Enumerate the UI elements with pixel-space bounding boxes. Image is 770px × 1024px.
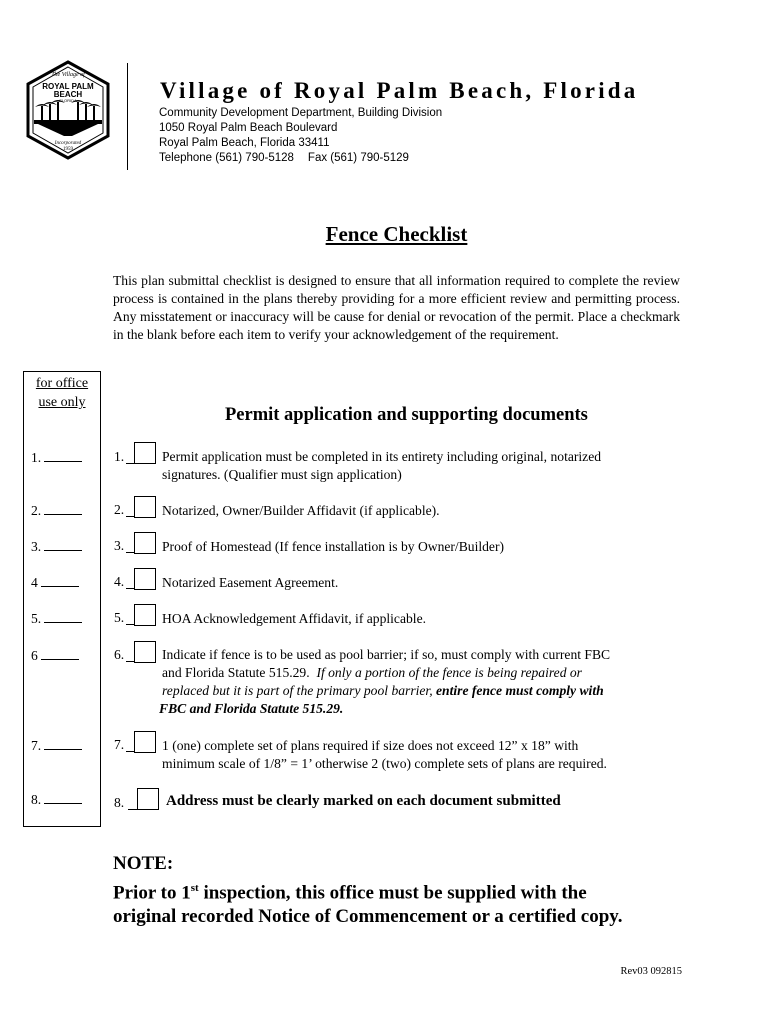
office-number: 2. [31,503,42,518]
item-line: minimum scale of 1/8” = 1’ otherwise 2 (two) complete sets of plans are required. [162,756,607,771]
office-number: 4 [31,575,38,590]
item-8-checkbox[interactable] [137,788,159,810]
item-number: 6. [114,647,125,662]
village-logo [24,60,112,160]
office-number: 6 [31,648,38,663]
org-title: Village of Royal Palm Beach, Florida [160,78,639,103]
office-entry-8[interactable] [31,791,82,808]
section-title: Permit application and supporting documents [225,405,588,425]
item-4-text: Notarized Easement Agreement. [162,575,339,590]
office-entry-2[interactable] [31,502,82,519]
contact-line [159,152,409,164]
item-emphasis-text: entire fence must comply with [436,683,604,698]
office-entry-3[interactable] [31,538,82,555]
office-number: 1. [31,450,42,465]
item-3-text: Proof of Homestead (If fence installation is by Owner/Builder) [162,539,505,554]
logo-name-line2: BEACH [53,90,83,99]
item-5-text: HOA Acknowledgement Affidavit, if applicable. [162,611,427,626]
item-line: 1 (one) complete set of plans required if size does not exceed 12” x 18” with [162,738,579,753]
note-text: inspection, this office must be supplied with the [198,882,587,904]
item-emphasis-text: FBC and Florida Statute 515.29. [159,701,344,716]
item-line: Indicate if fence is to be used as pool barrier; if so, must comply with current FBC [162,647,611,662]
item-2-text: Notarized, Owner/Builder Affidavit (if applicable). [162,503,440,518]
item-7-checkbox[interactable] [134,731,156,753]
logo-incorporated: Incorporated [54,141,82,146]
item-number: 3. [114,538,125,553]
office-entry-5[interactable] [31,610,82,627]
logo-year: 1959 [63,147,73,152]
revision-code: Rev03 092815 [620,966,682,977]
item-number: 8. [114,795,125,810]
note-block [113,852,713,929]
logo-name-line1: ROYAL PALM [42,82,94,91]
office-number: 7. [31,738,42,753]
fax: Fax (561) 790-5129 [307,152,409,164]
item-8-text: Address must be clearly marked on each document submitted [166,793,561,809]
header-divider [127,63,128,170]
office-entry-4[interactable] [31,574,79,591]
item-line: signatures. (Qualifier must sign application) [162,467,402,482]
item-1-checkbox[interactable] [134,442,156,464]
item-line [162,682,672,700]
telephone: Telephone (561) 790-5128 [159,152,294,164]
office-entry-6[interactable] [31,647,79,664]
office-use-box [23,371,101,827]
item-plain-text: and Florida Statute 515.29. [162,665,310,680]
office-number: 5. [31,611,42,626]
logo-top-text: The Village of [51,72,85,78]
item-number: 1. [114,449,125,464]
office-entry-7[interactable] [31,737,82,754]
item-2-checkbox[interactable] [134,496,156,518]
blank-line [128,809,137,810]
office-use-label [24,374,100,412]
item-line [159,700,672,718]
office-entry-1[interactable] [31,449,82,466]
office-label-line2: use only [38,395,86,410]
item-italic-text: If only a portion of the fence is being repaired or [316,665,582,680]
note-line2: original recorded Notice of Commencement or a certified copy. [113,906,623,928]
item-number: 5. [114,610,125,625]
address-line-street: 1050 Royal Palm Beach Boulevard [159,122,338,134]
logo-state: FLORIDA [59,98,77,103]
item-3-checkbox[interactable] [134,532,156,554]
note-heading: NOTE: [113,853,174,874]
document-title: Fence Checklist [325,222,468,246]
item-5-checkbox[interactable] [134,604,156,626]
item-line [162,664,672,682]
note-line1 [113,876,713,905]
office-label-line1: for office [35,376,89,391]
item-italic-text: replaced but it is part of the primary pool barrier, [162,683,433,698]
note-superscript: st [190,882,199,894]
item-6-text [159,646,672,718]
item-number: 4. [114,574,125,589]
item-number: 7. [114,737,125,752]
item-7-text [162,737,672,773]
office-number: 8. [31,792,42,807]
intro-paragraph: This plan submittal checklist is designed to ensure that all information required to complete the review process is contained in the plans thereby providing for a more efficient review and permitting process. Any misstatement or inaccuracy will be cause for denial or revocation of the permit. Place a checkmark in the blank before each item to verify your acknowledgement of the requirement. [113,273,680,342]
item-number: 2. [114,502,125,517]
address-line-department: Community Development Department, Building Division [159,107,443,119]
office-number: 3. [31,539,42,554]
item-4-checkbox[interactable] [134,568,156,590]
item-6-checkbox[interactable] [134,641,156,663]
item-1-text [162,448,672,484]
item-line: Permit application must be completed in its entirety including original, notarized [162,449,602,464]
address-line-city: Royal Palm Beach, Florida 33411 [159,137,330,149]
note-text: Prior to 1 [113,882,191,904]
